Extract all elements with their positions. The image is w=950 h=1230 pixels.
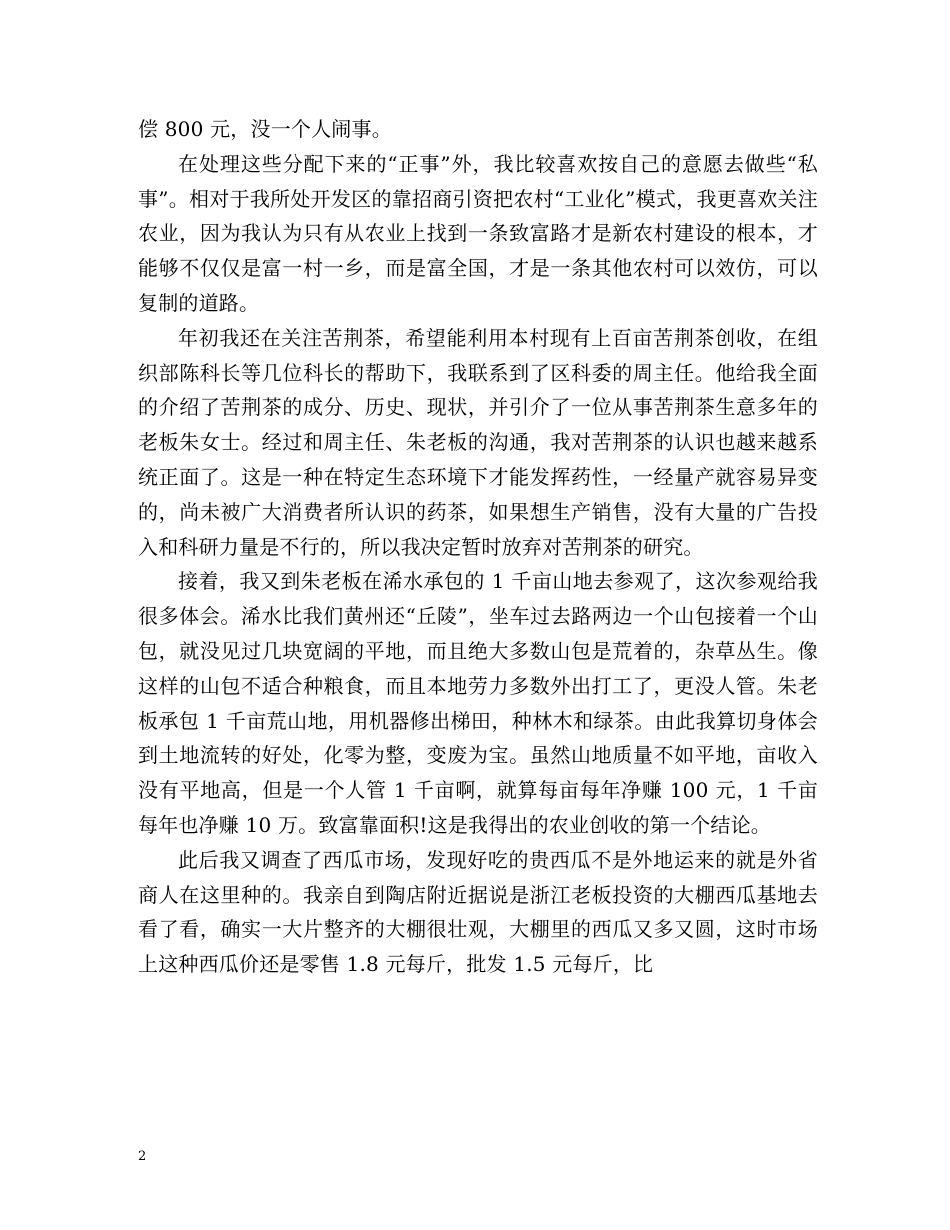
paragraph-continuation: 偿 800 元，没一个人闹事。 [138, 117, 392, 141]
paragraph-private-affairs: 在处理这些分配下来的“正事”外，我比较喜欢按自己的意愿去做些“私事”。相对于我所处开发区的靠招商引资把农村“工业化”模式，我更喜欢关注农业，因为我认为只有从农业上找到一条致富路才是新农村建设的根本，才能够不仅仅是富一村一乡，而是富全国，才是一条其他农村可以效仿，可以复制的道路。 [138, 151, 818, 315]
paragraph-xishui-visit: 接着，我又到朱老板在浠水承包的 1 千亩山地去参观了，这次参观给我很多体会。浠水比我们黄州还“丘陵”，坐车过去路两边一个山包接着一个山包，就没见过几块宽阔的平地，而且绝大多数山包是荒着的，杂草丛生。像这样的山包不适合种粮食，而且本地劳力多数外出打工了，更没人管。朱老板承包 1 千亩荒山地，用机器修出梯田，种林木和绿茶。由此我算切身体会到土地流转的好处，化零为整，变废为宝。虽然山地质量不如平地，亩收入没有平地高，但是一个人管 1 千亩啊，就算每亩每年净赚 100 元，1 千亩每年也净赚 10 万。致富靠面积!这是我得出的农业创收的第一个结论。 [138, 569, 818, 837]
body-text [138, 112, 818, 982]
page-number: 2 [138, 1149, 147, 1164]
paragraph-watermelon-market: 此后我又调查了西瓜市场，发现好吃的贵西瓜不是外地运来的就是外省商人在这里种的。我亲自到陶店附近据说是浙江老板投资的大棚西瓜基地去看了看，确实一大片整齐的大棚很壮观，大棚里的西瓜又多又圆，这时市场上这种西瓜价还是零售 1.8 元每斤，批发 1.5 元每斤，比 [138, 847, 818, 977]
paragraph-kujing-tea: 年初我还在关注苦荆茶，希望能利用本村现有上百亩苦荆茶创收，在组织部陈科长等几位科长的帮助下，我联系到了区科委的周主任。他给我全面的介绍了苦荆茶的成分、历史、现状，并引介了一位从事苦荆茶生意多年的老板朱女士。经过和周主任、朱老板的沟通，我对苦荆茶的认识也越来越系统正面了。这是一种在特定生态环境下才能发挥药性，一经量产就容易异变的，尚未被广大消费者所认识的药茶，如果想生产销售，没有大量的广告投入和科研力量是不行的，所以我决定暂时放弃对苦荆茶的研究。 [138, 325, 818, 559]
